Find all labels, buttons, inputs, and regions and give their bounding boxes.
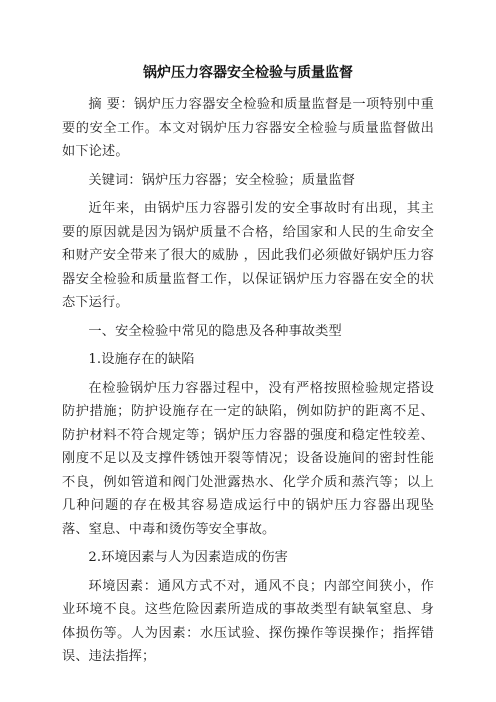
intro-paragraph: 近年来，由锅炉压力容器引发的安全事故时有出现，其主要的原因就是因为锅炉质量不合格，给国家和人民的生命安全和财产安全带来了很大的威胁 ，因此我们必须做好锅炉压力容器安全检验和质量监督工作，以保证锅炉压力容器在安全的状态下运行。 xyxy=(62,201,434,310)
document-title: 锅炉压力容器安全检验与质量监督 xyxy=(143,65,353,81)
abstract-paragraph: 摘 要：锅炉压力容器安全检验和质量监督是一项特别中重要的安全工作。本文对锅炉压力容器安全检验与质量监督做出如下论述。 xyxy=(62,97,434,159)
subsection-heading: 1.设施存在的缺陷 xyxy=(88,352,195,367)
body-paragraph: 在检验锅炉压力容器过程中，没有严格按照检验规定搭设防护措施；防护设施存在一定的缺陷，例如防护的距离不足、防护材料不符合规定等；锅炉压力容器的强度和稳定性较差、刚度不足以及支撑件锈蚀开裂等情况；设备设施间的密封性能不良，例如管道和阀门处泄露热水、化学介质和蒸汽等；以上几种问题的存在极其容易造成运行中的锅炉压力容器出现坠落、窒息、中毒和烫伤等安全事故。 xyxy=(62,380,434,537)
subsection-heading: 2.环境因素与人为因素造成的伤害 xyxy=(88,550,288,565)
section-heading: 一、安全检验中常见的隐患及各种事故类型 xyxy=(88,323,342,339)
body-paragraph: 环境因素：通风方式不对，通风不良；内部空间狭小，作业环境不良。这些危险因素所造成的事故类型有缺氧窒息、身体损伤等。人为因素：水压试验、探伤操作等误操作；指挥错误、违法指挥； xyxy=(62,578,434,664)
keywords-paragraph: 关键词：锅炉压力容器；安全检验；质量监督 xyxy=(88,172,356,188)
